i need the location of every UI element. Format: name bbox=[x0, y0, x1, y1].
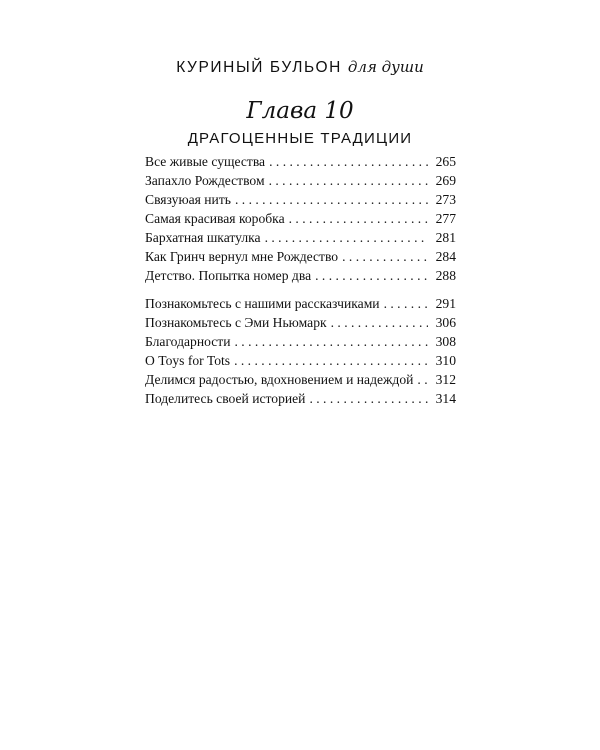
chapter-subtitle: ДРАГОЦЕННЫЕ ТРАДИЦИИ bbox=[187, 130, 413, 147]
leader-dots bbox=[342, 249, 428, 265]
toc-entry-page: 306 bbox=[435, 315, 456, 330]
toc-entry bbox=[145, 268, 456, 287]
toc-entry-title: Благодарности bbox=[145, 334, 231, 349]
toc-entry bbox=[145, 249, 456, 268]
series-script-title: для души bbox=[347, 58, 424, 76]
series-title: КУРИНЫЙ БУЛЬОН bbox=[176, 59, 342, 76]
leader-dots bbox=[309, 391, 428, 407]
toc-entry-title: Делимся радостью, вдохновением и надеждой bbox=[145, 372, 414, 387]
toc-entry-title: Запахло Рождеством bbox=[145, 173, 265, 188]
series-header bbox=[0, 58, 600, 77]
toc-entry-page: 308 bbox=[435, 334, 456, 349]
toc-entry bbox=[145, 296, 456, 315]
chapter-title: Глава 10 bbox=[246, 98, 354, 124]
toc-entry bbox=[145, 211, 456, 230]
leader-dots bbox=[417, 372, 428, 388]
leader-dots bbox=[269, 173, 428, 189]
toc-entry-title: Как Гринч вернул мне Рождество bbox=[145, 249, 339, 264]
toc-entry-title: О Toys for Tots bbox=[145, 353, 231, 368]
toc-entry-page: 314 bbox=[435, 391, 456, 406]
leader-dots bbox=[289, 211, 428, 227]
toc-entry bbox=[145, 353, 456, 372]
toc-entry-page: 273 bbox=[435, 192, 456, 207]
toc-entry-page: 277 bbox=[435, 211, 456, 226]
toc-entry bbox=[145, 391, 456, 410]
toc-entry bbox=[145, 372, 456, 391]
toc-entry-page: 284 bbox=[435, 249, 456, 264]
toc-group-chapter bbox=[145, 154, 456, 287]
toc-entry-title: Поделитесь своей историей bbox=[145, 391, 306, 406]
toc-entry-title: Бархатная шкатулка bbox=[145, 230, 261, 245]
toc-entry-page: 281 bbox=[435, 230, 456, 245]
toc-entry-title: Детство. Попытка номер два bbox=[145, 268, 312, 283]
toc-entry-page: 312 bbox=[435, 372, 456, 387]
toc-entry-page: 291 bbox=[435, 296, 456, 311]
toc-entry-page: 288 bbox=[435, 268, 456, 283]
toc-entry bbox=[145, 192, 456, 211]
toc-entry-page: 310 bbox=[435, 353, 456, 368]
toc-entry bbox=[145, 315, 456, 334]
toc-entry-title: Познакомьтесь с Эми Ньюмарк bbox=[145, 315, 327, 330]
leader-dots bbox=[384, 296, 428, 312]
toc-entry-title: Связуюая нить bbox=[145, 192, 231, 207]
leader-dots bbox=[315, 268, 428, 284]
toc-group-appendix bbox=[145, 296, 456, 410]
toc-entry-title: Все живые существа bbox=[145, 154, 266, 169]
leader-dots bbox=[265, 230, 428, 246]
leader-dots bbox=[235, 334, 429, 350]
toc-entry-title: Самая красивая коробка bbox=[145, 211, 285, 226]
leader-dots bbox=[234, 353, 428, 369]
toc-entry bbox=[145, 173, 456, 192]
toc-entry-page: 265 bbox=[435, 154, 456, 169]
toc-entry bbox=[145, 154, 456, 173]
toc-entry bbox=[145, 230, 456, 249]
leader-dots bbox=[269, 154, 428, 170]
toc-entry-page: 269 bbox=[435, 173, 456, 188]
toc-entry-title: Познакомьтесь с нашими рассказчиками bbox=[145, 296, 380, 311]
leader-dots bbox=[331, 315, 428, 331]
toc-entry bbox=[145, 334, 456, 353]
leader-dots bbox=[235, 192, 428, 208]
